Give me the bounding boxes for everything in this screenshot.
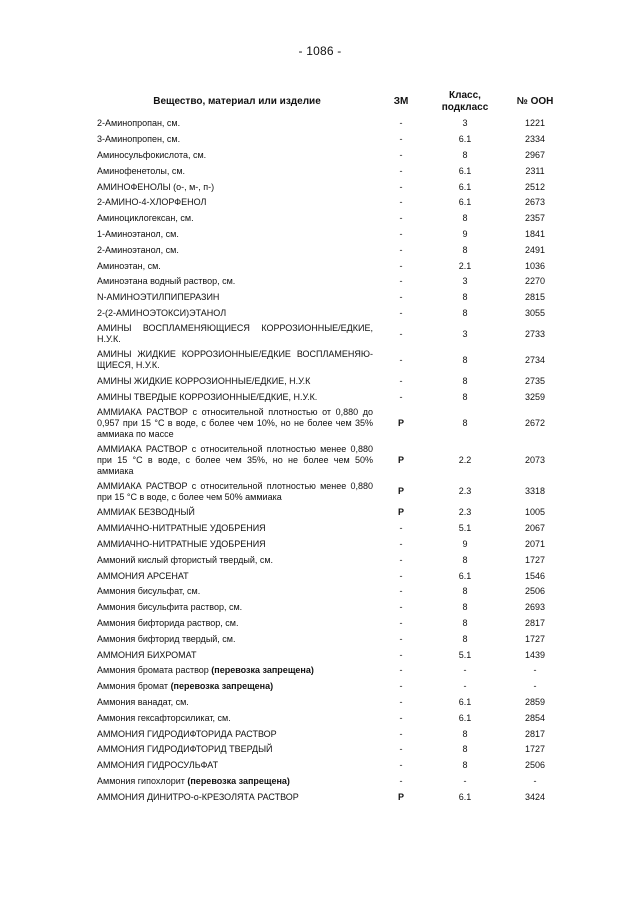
cell-zm: - [399, 375, 403, 386]
cell-class: 8 [462, 760, 468, 771]
cell-un-number: - [533, 775, 537, 786]
substance-name-text: АМИНЫ ВОСПЛАМЕНЯЮЩИЕСЯ КОРРОЗИОННЫЕ/ЕДКИЕ, Н.У.К. [97, 323, 373, 345]
table-row [97, 679, 565, 695]
cell-class: 8 [462, 554, 468, 565]
table-row [97, 663, 565, 679]
cell-un-number: 3318 [524, 486, 546, 497]
table-row [97, 726, 565, 742]
cell-zm: - [399, 260, 403, 271]
cell-zm: - [399, 165, 403, 176]
cell-class: - [463, 665, 467, 676]
cell-class: 8 [462, 744, 468, 755]
cell-zm: - [399, 570, 403, 581]
cell-substance-name [97, 163, 377, 179]
cell-un-number: 1727 [524, 633, 546, 644]
table-row [97, 274, 565, 290]
substance-name-text: Аминоэтан, см. [97, 260, 161, 271]
header-class [425, 88, 505, 116]
substance-name-text: АММИАКА РАСТВОР с относительной плотностью от 0,880 до 0,957 при 15 °С в воде, с более чем 10%, но не более чем 35% аммиака по массе [97, 406, 373, 439]
table-row [97, 758, 565, 774]
table-row [97, 290, 565, 306]
cell-zm: - [399, 696, 403, 707]
cell-class: 2.1 [458, 260, 472, 271]
table-body [97, 116, 565, 805]
table-row [97, 789, 565, 805]
cell-zm: - [399, 276, 403, 287]
substance-name-text: Аммония гексафторсиликат, см. [97, 712, 231, 723]
cell-substance-name [97, 616, 377, 632]
cell-un-number: 2357 [524, 213, 546, 224]
cell-substance-name [97, 405, 377, 442]
cell-class: 9 [462, 538, 468, 549]
substance-name-text: АММИАЧНО-НИТРАТНЫЕ УДОБРЕНИЯ [97, 523, 266, 534]
table-row [97, 584, 565, 600]
cell-un-number: 2733 [524, 328, 546, 339]
cell-un-number: 1546 [524, 570, 546, 581]
cell-un-number: 2512 [524, 181, 546, 192]
substance-name-text: АМИНОФЕНОЛЫ (о-, м-, п-) [97, 181, 215, 192]
cell-substance-name [97, 552, 377, 568]
cell-zm: - [399, 328, 403, 339]
table-row [97, 479, 565, 505]
table-row [97, 505, 565, 521]
table-row [97, 373, 565, 389]
substance-name-text: АММОНИЯ ГИДРОДИФТОРИД ТВЕРДЫЙ [97, 744, 273, 755]
cell-substance-name [97, 505, 377, 521]
cell-zm: - [399, 118, 403, 129]
cell-class: 6.1 [458, 181, 472, 192]
substance-name-text: 3-Аминопропен, см. [97, 134, 181, 145]
header-zm: ЗМ [393, 96, 409, 107]
substance-name-text: АММИАЧНО-НИТРАТНЫЕ УДОБРЕНИЯ [97, 538, 266, 549]
table-row [97, 568, 565, 584]
header-un-number: № ООН [516, 96, 554, 107]
cell-un-number: - [533, 681, 537, 692]
cell-zm: - [399, 760, 403, 771]
substance-name-text: Аммония бромата раствор [97, 665, 209, 676]
cell-substance-name [97, 710, 377, 726]
table-row [97, 148, 565, 164]
cell-un-number: 1727 [524, 744, 546, 755]
cell-zm: Р [397, 454, 404, 465]
cell-zm: Р [397, 791, 404, 802]
cell-substance-name [97, 373, 377, 389]
cell-zm: - [399, 744, 403, 755]
substance-name-text: АММОНИЯ ГИДРОСУЛЬФАТ [97, 760, 219, 771]
table-row [97, 227, 565, 243]
substance-name-text: Аминоэтана водный раствор, см. [97, 276, 236, 287]
cell-substance-name [97, 726, 377, 742]
cell-zm: - [399, 134, 403, 145]
table-row [97, 405, 565, 442]
table-row [97, 242, 565, 258]
substance-name-text: АММОНИЯ АРСЕНАТ [97, 570, 189, 581]
cell-zm: - [399, 244, 403, 255]
dangerous-goods-table-container [97, 88, 565, 805]
substance-name-text: АММОНИЯ БИХРОМАТ [97, 649, 197, 660]
cell-un-number: 2815 [524, 292, 546, 303]
table-row [97, 710, 565, 726]
table-row [97, 258, 565, 274]
table-row [97, 631, 565, 647]
cell-un-number: 2817 [524, 728, 546, 739]
cell-substance-name [97, 258, 377, 274]
substance-name-text: Аммония гипохлорит [97, 775, 185, 786]
cell-un-number: 2859 [524, 696, 546, 707]
substance-name-text: Аминофенетолы, см. [97, 165, 186, 176]
cell-zm: - [399, 213, 403, 224]
cell-zm: - [399, 633, 403, 644]
table-row [97, 442, 565, 479]
cell-zm: - [399, 391, 403, 402]
substance-name-text: 2-АМИНО-4-ХЛОРФЕНОЛ [97, 197, 207, 208]
cell-zm: - [399, 228, 403, 239]
cell-substance-name [97, 695, 377, 711]
substance-name-text: АММИАКА РАСТВОР с относительной плотностью менее 0,880 при 15 °С в воде, с более чем 50% аммиака [97, 480, 373, 502]
cell-substance-name [97, 663, 377, 679]
cell-zm: - [399, 586, 403, 597]
cell-zm: - [399, 197, 403, 208]
cell-class: 6.1 [458, 197, 472, 208]
cell-substance-name [97, 321, 377, 347]
table-row [97, 389, 565, 405]
cell-class: 8 [462, 391, 468, 402]
cell-un-number: 3055 [524, 307, 546, 318]
cell-zm: - [399, 602, 403, 613]
cell-substance-name [97, 479, 377, 505]
cell-substance-name [97, 647, 377, 663]
cell-class: 2.2 [458, 454, 472, 465]
cell-class: 6.1 [458, 570, 472, 581]
substance-name-text: 2-Аминопропан, см. [97, 118, 181, 129]
cell-class: 8 [462, 417, 468, 428]
cell-class: 2.3 [458, 507, 472, 518]
cell-un-number: 1439 [524, 649, 546, 660]
dangerous-goods-table [97, 88, 565, 805]
table-row [97, 347, 565, 373]
substance-name-text: Аминоциклогексан, см. [97, 213, 194, 224]
substance-name-text: АММОНИЯ ГИДРОДИФТОРИДА РАСТВОР [97, 728, 277, 739]
cell-zm: - [399, 292, 403, 303]
cell-un-number: 2817 [524, 617, 546, 628]
header-substance: Вещество, материал или изделие [153, 96, 321, 107]
cell-substance-name [97, 290, 377, 306]
substance-name-text: Аммония ванадат, см. [97, 696, 189, 707]
cell-un-number: 2334 [524, 134, 546, 145]
cell-substance-name [97, 442, 377, 479]
cell-substance-name [97, 679, 377, 695]
substance-name-text: Аммония бисульфита раствор, см. [97, 602, 243, 613]
table-row [97, 306, 565, 322]
cell-substance-name [97, 521, 377, 537]
cell-substance-name [97, 242, 377, 258]
substance-name-text: Аммония бифторид твердый, см. [97, 633, 236, 644]
cell-zm: - [399, 554, 403, 565]
cell-zm: - [399, 181, 403, 192]
cell-substance-name [97, 789, 377, 805]
cell-zm: - [399, 665, 403, 676]
substance-name-text: Аммония бромат [97, 681, 169, 692]
cell-un-number: 3259 [524, 391, 546, 402]
cell-class: 3 [462, 118, 468, 129]
table-row [97, 552, 565, 568]
cell-zm: - [399, 307, 403, 318]
table-row [97, 179, 565, 195]
cell-un-number: 2672 [524, 417, 546, 428]
cell-class: 8 [462, 213, 468, 224]
table-row [97, 116, 565, 132]
table-row [97, 647, 565, 663]
table-header-row [97, 88, 565, 116]
substance-name-text: Аммония бисульфат, см. [97, 586, 201, 597]
cell-zm: Р [397, 417, 404, 428]
table-row [97, 132, 565, 148]
substance-name-text: АММИАКА РАСТВОР с относительной плотностью менее 0,880 при 15 °С в воде, с более чем 35%, но не более чем 50% аммиака [97, 443, 373, 476]
cell-substance-name [97, 306, 377, 322]
cell-class: 6.1 [458, 791, 472, 802]
cell-zm: - [399, 617, 403, 628]
cell-zm: - [399, 649, 403, 660]
substance-name-text: Аминосульфокислота, см. [97, 149, 207, 160]
cell-zm: - [399, 728, 403, 739]
cell-class: 8 [462, 633, 468, 644]
cell-substance-name [97, 389, 377, 405]
page-number: - 1086 - [298, 44, 342, 58]
cell-un-number: 2270 [524, 276, 546, 287]
table-row [97, 774, 565, 790]
transport-prohibited-note: (перевозка запрещена) [211, 665, 314, 676]
cell-zm: - [399, 354, 403, 365]
cell-substance-name [97, 774, 377, 790]
cell-class: 8 [462, 586, 468, 597]
cell-class: 6.1 [458, 165, 472, 176]
cell-class: 6.1 [458, 134, 472, 145]
cell-substance-name [97, 227, 377, 243]
cell-un-number: 2067 [524, 523, 546, 534]
header-class-line2: подкласс [441, 102, 489, 113]
cell-un-number: 2735 [524, 375, 546, 386]
cell-un-number: - [533, 665, 537, 676]
cell-class: 5.1 [458, 523, 472, 534]
cell-substance-name [97, 132, 377, 148]
cell-un-number: 1221 [524, 118, 546, 129]
table-row [97, 742, 565, 758]
cell-substance-name [97, 631, 377, 647]
cell-class: 8 [462, 602, 468, 613]
cell-substance-name [97, 148, 377, 164]
cell-class: 6.1 [458, 712, 472, 723]
cell-class: 3 [462, 276, 468, 287]
table-row [97, 695, 565, 711]
table-row [97, 616, 565, 632]
cell-zm: - [399, 681, 403, 692]
substance-name-text: АММОНИЯ ДИНИТРО-о-КРЕЗОЛЯТА РАСТВОР [97, 791, 299, 802]
cell-substance-name [97, 274, 377, 290]
transport-prohibited-note: (перевозка запрещена) [187, 775, 290, 786]
cell-class: 8 [462, 244, 468, 255]
table-row [97, 195, 565, 211]
header-class-line1: Класс, [449, 90, 481, 101]
cell-un-number: 2854 [524, 712, 546, 723]
substance-name-text: АМИНЫ ЖИДКИЕ КОРРОЗИОННЫЕ/ЕДКИЕ, Н.У.К [97, 375, 311, 386]
table-row [97, 521, 565, 537]
substance-name-text: 1-Аминоэтанол, см. [97, 228, 179, 239]
substance-name-text: 2-Аминоэтанол, см. [97, 244, 179, 255]
cell-class: 8 [462, 375, 468, 386]
table-row [97, 211, 565, 227]
cell-substance-name [97, 584, 377, 600]
cell-substance-name [97, 195, 377, 211]
cell-class: 9 [462, 228, 468, 239]
cell-substance-name [97, 600, 377, 616]
cell-zm: - [399, 712, 403, 723]
table-row [97, 600, 565, 616]
cell-substance-name [97, 347, 377, 373]
substance-name-text: АМИНЫ ТВЕРДЫЕ КОРРОЗИОННЫЕ/ЕДКИЕ, Н.У.К. [97, 391, 318, 402]
cell-un-number: 2506 [524, 760, 546, 771]
cell-un-number: 2693 [524, 602, 546, 613]
cell-class: 8 [462, 617, 468, 628]
cell-class: 5.1 [458, 649, 472, 660]
substance-name-text: 2-(2-АМИНОЭТОКСИ)ЭТАНОЛ [97, 307, 227, 318]
cell-class: 6.1 [458, 696, 472, 707]
substance-name-text: Аммоний кислый фтористый твердый, см. [97, 554, 274, 565]
cell-class: 8 [462, 292, 468, 303]
substance-name-text: N-АМИНОЭТИЛПИПЕРАЗИН [97, 292, 220, 303]
cell-class: 2.3 [458, 486, 472, 497]
substance-name-text: АМИНЫ ЖИДКИЕ КОРРОЗИОННЫЕ/ЕДКИЕ ВОСПЛАМЕНЯЮ-ЩИЕСЯ, Н.У.К. [97, 349, 373, 371]
cell-class: - [463, 681, 467, 692]
cell-class: 8 [462, 307, 468, 318]
cell-un-number: 2071 [524, 538, 546, 549]
cell-substance-name [97, 179, 377, 195]
cell-zm: Р [397, 507, 404, 518]
cell-class: 8 [462, 149, 468, 160]
cell-class: 8 [462, 354, 468, 365]
table-row [97, 163, 565, 179]
cell-zm: - [399, 149, 403, 160]
cell-class: 8 [462, 728, 468, 739]
cell-zm: Р [397, 486, 404, 497]
cell-zm: - [399, 523, 403, 534]
cell-un-number: 1005 [524, 507, 546, 518]
cell-un-number: 1036 [524, 260, 546, 271]
cell-class: - [463, 775, 467, 786]
table-row [97, 321, 565, 347]
cell-un-number: 2967 [524, 149, 546, 160]
table-row [97, 537, 565, 553]
substance-name-text: АММИАК БЕЗВОДНЫЙ [97, 507, 195, 518]
cell-substance-name [97, 568, 377, 584]
cell-substance-name [97, 116, 377, 132]
cell-substance-name [97, 211, 377, 227]
cell-zm: - [399, 775, 403, 786]
cell-un-number: 2073 [524, 454, 546, 465]
cell-un-number: 2734 [524, 354, 546, 365]
cell-un-number: 3424 [524, 791, 546, 802]
cell-un-number: 2491 [524, 244, 546, 255]
cell-un-number: 1727 [524, 554, 546, 565]
cell-substance-name [97, 742, 377, 758]
cell-substance-name [97, 537, 377, 553]
cell-substance-name [97, 758, 377, 774]
cell-un-number: 2673 [524, 197, 546, 208]
cell-un-number: 2506 [524, 586, 546, 597]
cell-class: 3 [462, 328, 468, 339]
transport-prohibited-note: (перевозка запрещена) [170, 681, 274, 692]
cell-zm: - [399, 538, 403, 549]
cell-un-number: 2311 [525, 165, 545, 176]
substance-name-text: Аммония бифторида раствор, см. [97, 617, 239, 628]
cell-un-number: 1841 [524, 228, 546, 239]
